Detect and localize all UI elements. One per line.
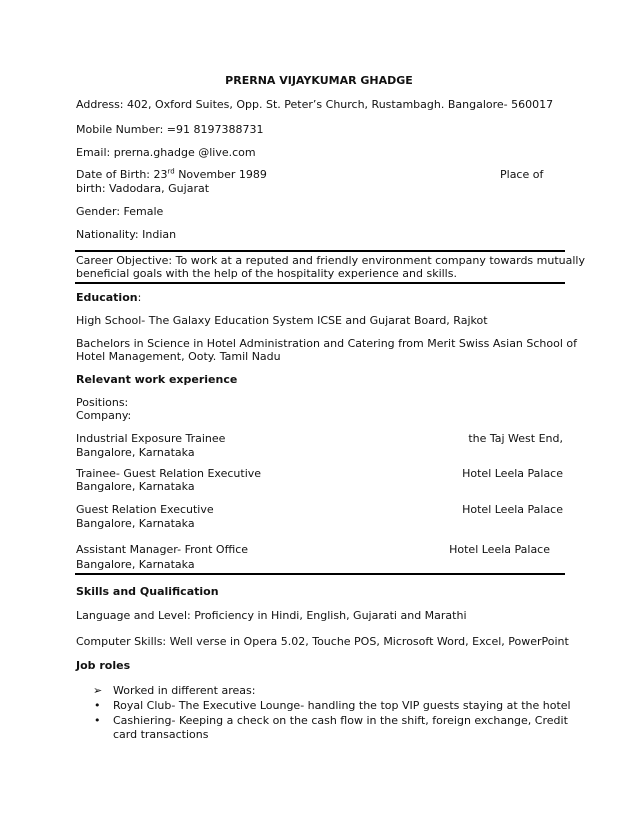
section-divider-experience	[75, 573, 565, 575]
section-divider-top	[75, 250, 565, 252]
dob-prefix: Date of Birth: 23	[76, 168, 168, 181]
job-role-1: Worked in different areas:	[113, 684, 256, 697]
resume-name: PRERNA VIJAYKUMAR GHADGE	[225, 74, 413, 87]
positions-label: Positions:	[76, 396, 129, 409]
arrow-bullet-icon: ➢	[93, 684, 103, 697]
education-bachelors-2: Hotel Management, Ooty. Tamil Nadu	[76, 350, 281, 363]
skills-language: Language and Level: Proficiency in Hindi, English, Gujarati and Marathi	[76, 609, 467, 622]
job-4-position: Assistant Manager- Front Office	[76, 543, 249, 556]
education-heading	[76, 291, 141, 305]
job-role-3-continued: card transactions	[113, 728, 209, 741]
place-of-birth-label: Place of	[500, 168, 544, 181]
education-heading-colon: :	[137, 291, 142, 304]
email-line: Email: prerna.ghadge @live.com	[76, 146, 256, 159]
job-1-position: Industrial Exposure Trainee	[76, 432, 226, 445]
job-3-position: Guest Relation Executive	[76, 503, 214, 516]
education-heading-text: Education	[76, 291, 138, 304]
dob-line	[76, 168, 267, 182]
job-1-location: Bangalore, Karnataka	[76, 446, 195, 459]
place-of-birth-line: birth: Vadodara, Gujarat	[76, 182, 210, 195]
job-1-company: the Taj West End,	[468, 432, 563, 445]
education-school: High School- The Galaxy Education System ICSE and Gujarat Board, Rajkot	[76, 314, 488, 327]
job-3-location: Bangalore, Karnataka	[76, 517, 195, 530]
dob-suffix: November 1989	[174, 168, 267, 181]
experience-heading: Relevant work experience	[76, 373, 238, 386]
objective-line-2: beneficial goals with the help of the hospitality experience and skills.	[76, 267, 457, 280]
dob-ordinal: rd	[167, 167, 175, 176]
education-bachelors-1: Bachelors in Science in Hotel Administration and Catering from Merit Swiss Asian School of	[76, 337, 578, 350]
job-4-company: Hotel Leela Palace	[449, 543, 550, 556]
objective-line-1: Career Objective: To work at a reputed and friendly environment company towards mutually	[76, 254, 585, 267]
job-3-company: Hotel Leela Palace	[462, 503, 563, 516]
job-2-company: Hotel Leela Palace	[462, 467, 563, 480]
job-roles-heading: Job roles	[76, 659, 131, 672]
address-line: Address: 402, Oxford Suites, Opp. St. Peter’s Church, Rustambagh. Bangalore- 560017	[76, 98, 554, 111]
skills-heading: Skills and Qualification	[76, 585, 219, 598]
bullet-icon: •	[94, 699, 101, 712]
job-2-position: Trainee- Guest Relation Executive	[76, 467, 262, 480]
bullet-icon: •	[94, 714, 101, 727]
job-2-location: Bangalore, Karnataka	[76, 480, 195, 493]
section-divider-objective	[75, 282, 565, 284]
skills-computer: Computer Skills: Well verse in Opera 5.02, Touche POS, Microsoft Word, Excel, PowerPoint	[76, 635, 569, 648]
nationality-line: Nationality: Indian	[76, 228, 177, 241]
job-role-2: Royal Club- The Executive Lounge- handling the top VIP guests staying at the hotel	[113, 699, 571, 712]
gender-line: Gender: Female	[76, 205, 164, 218]
job-4-location: Bangalore, Karnataka	[76, 558, 195, 571]
job-role-3: Cashiering- Keeping a check on the cash flow in the shift, foreign exchange, Credit	[113, 714, 568, 727]
mobile-line: Mobile Number: =91 8197388731	[76, 123, 264, 136]
company-label: Company:	[76, 409, 132, 422]
